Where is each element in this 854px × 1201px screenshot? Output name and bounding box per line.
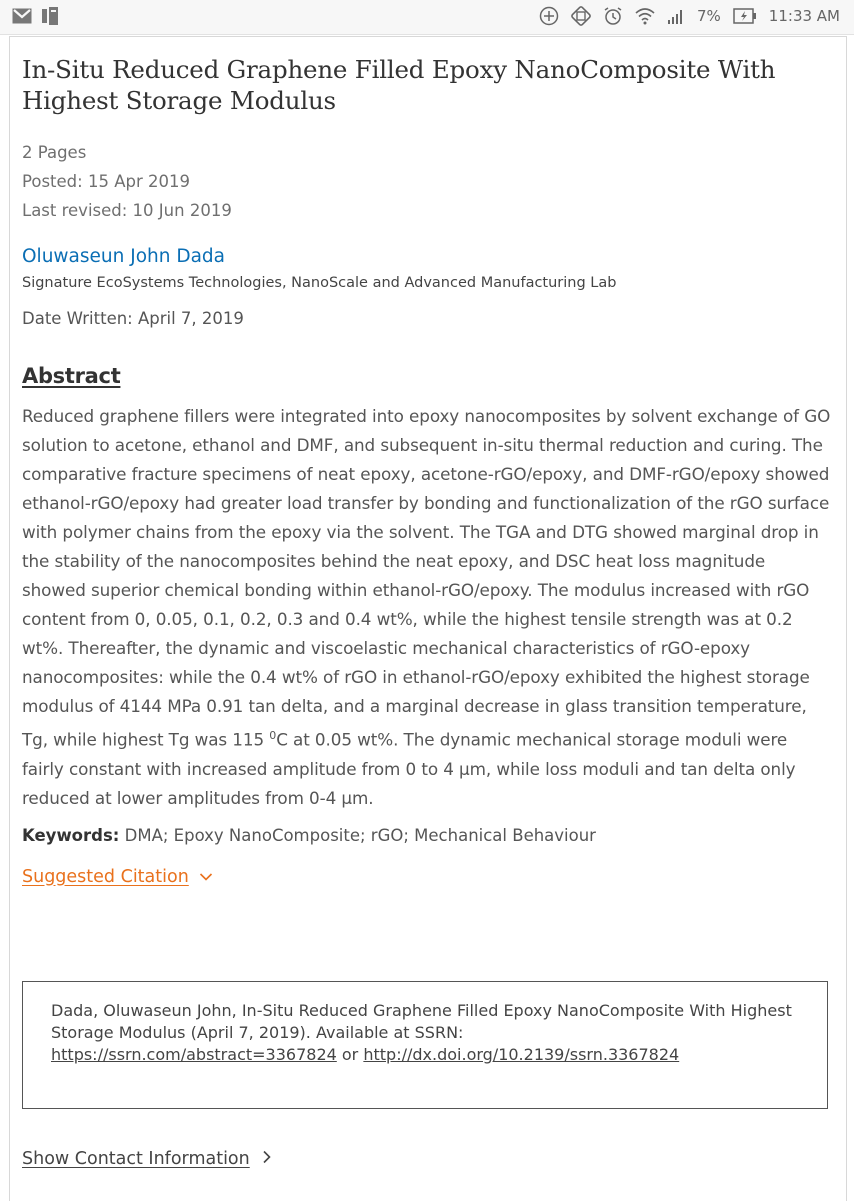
wifi-icon <box>635 7 655 25</box>
chevron-down-icon <box>199 867 213 887</box>
chevron-right-icon <box>262 1149 272 1169</box>
abstract-heading: Abstract <box>22 364 121 388</box>
author-link[interactable]: Oluwaseun John Dada <box>22 246 226 267</box>
abstract-text <box>22 402 832 813</box>
date-written: Date Written: April 7, 2019 <box>22 309 244 328</box>
keywords-values: DMA; Epoxy NanoComposite; rGO; Mechanical Behaviour <box>124 825 596 845</box>
battery-icon <box>733 8 757 24</box>
paper-meta <box>22 138 832 225</box>
clock: 11:33 AM <box>768 7 840 25</box>
keywords-label: Keywords: <box>22 825 120 845</box>
citation-text: Dada, Oluwaseun John, In-Situ Reduced Graphene Filled Epoxy NanoComposite With Highest Storage Modulus (April 7, 2019). Available at SSRN: <box>51 1001 792 1042</box>
doi-link[interactable]: http://dx.doi.org/10.2139/ssrn.3367824 <box>363 1045 680 1064</box>
abstract-part1: Reduced graphene fillers were integrated into epoxy nanocomposites by solvent exchange of GO solution to acetone, ethanol and DMF, and subsequent in-situ thermal reduction and curing. The comparative fracture specimens of neat epoxy, acetone-rGO/epoxy, and DMF-rGO/epoxy showed ethanol-rGO/epoxy had greater load transfer by bonding and functionalization of the rGO surface with polymer chains from the epoxy via the solvent. The TGA and DTG showed marginal drop in the stability of the nanocomposites behind the neat epoxy, and DSC heat loss magnitude showed superior chemical bonding within ethanol-rGO/epoxy. The modulus increased with rGO content from 0, 0.05, 0.1, 0.2, 0.3 and 0.4 wt%, while the highest tensile strength was at 0.2 wt%. Thereafter, the dynamic and viscoelastic mechanical characteristics of rGO-epoxy nanocomposites: while the 0.4 wt% of rGO in ethanol-rGO/epoxy exhibited the highest storage modulus of 4144 MPa 0.91 tan delta, and a marginal decrease in glass transition temperature, Tg, while highest Tg was 115 <box>22 406 831 750</box>
revised-date: Last revised: 10 Jun 2019 <box>22 201 232 220</box>
citation-box <box>22 981 828 1109</box>
show-contact-label: Show Contact Information <box>22 1149 250 1169</box>
paper-page <box>22 36 832 1169</box>
citation-or: or <box>341 1045 359 1064</box>
suggested-citation-label: Suggested Citation <box>22 866 189 887</box>
alarm-icon <box>603 6 623 26</box>
signal-icon <box>667 8 685 24</box>
nfc-icon <box>571 6 591 26</box>
news-icon <box>42 7 58 25</box>
battery-percent: 7% <box>697 7 721 25</box>
show-contact-button[interactable] <box>22 1149 272 1169</box>
status-bar <box>0 0 854 35</box>
gmail-icon <box>12 8 32 24</box>
author-affiliation: Signature EcoSystems Technologies, NanoScale and Advanced Manufacturing Lab <box>22 275 617 291</box>
abstract-part2: C at 0.05 wt%. The dynamic mechanical storage moduli were fairly constant with increased amplitude from 0 to 4 μm, while loss moduli and tan delta only reduced at lower amplitudes from 0-4 μm. <box>22 729 796 808</box>
page-count: 2 Pages <box>22 143 87 162</box>
suggested-citation-toggle[interactable] <box>22 867 832 887</box>
degree-superscript: 0 <box>269 729 277 742</box>
ssrn-abstract-link[interactable]: https://ssrn.com/abstract=3367824 <box>51 1045 337 1064</box>
keywords <box>22 826 832 845</box>
posted-date: Posted: 15 Apr 2019 <box>22 172 190 191</box>
paper-title: In-Situ Reduced Graphene Filled Epoxy NanoComposite With Highest Storage Modulus <box>22 55 776 115</box>
add-circle-icon <box>539 6 559 26</box>
